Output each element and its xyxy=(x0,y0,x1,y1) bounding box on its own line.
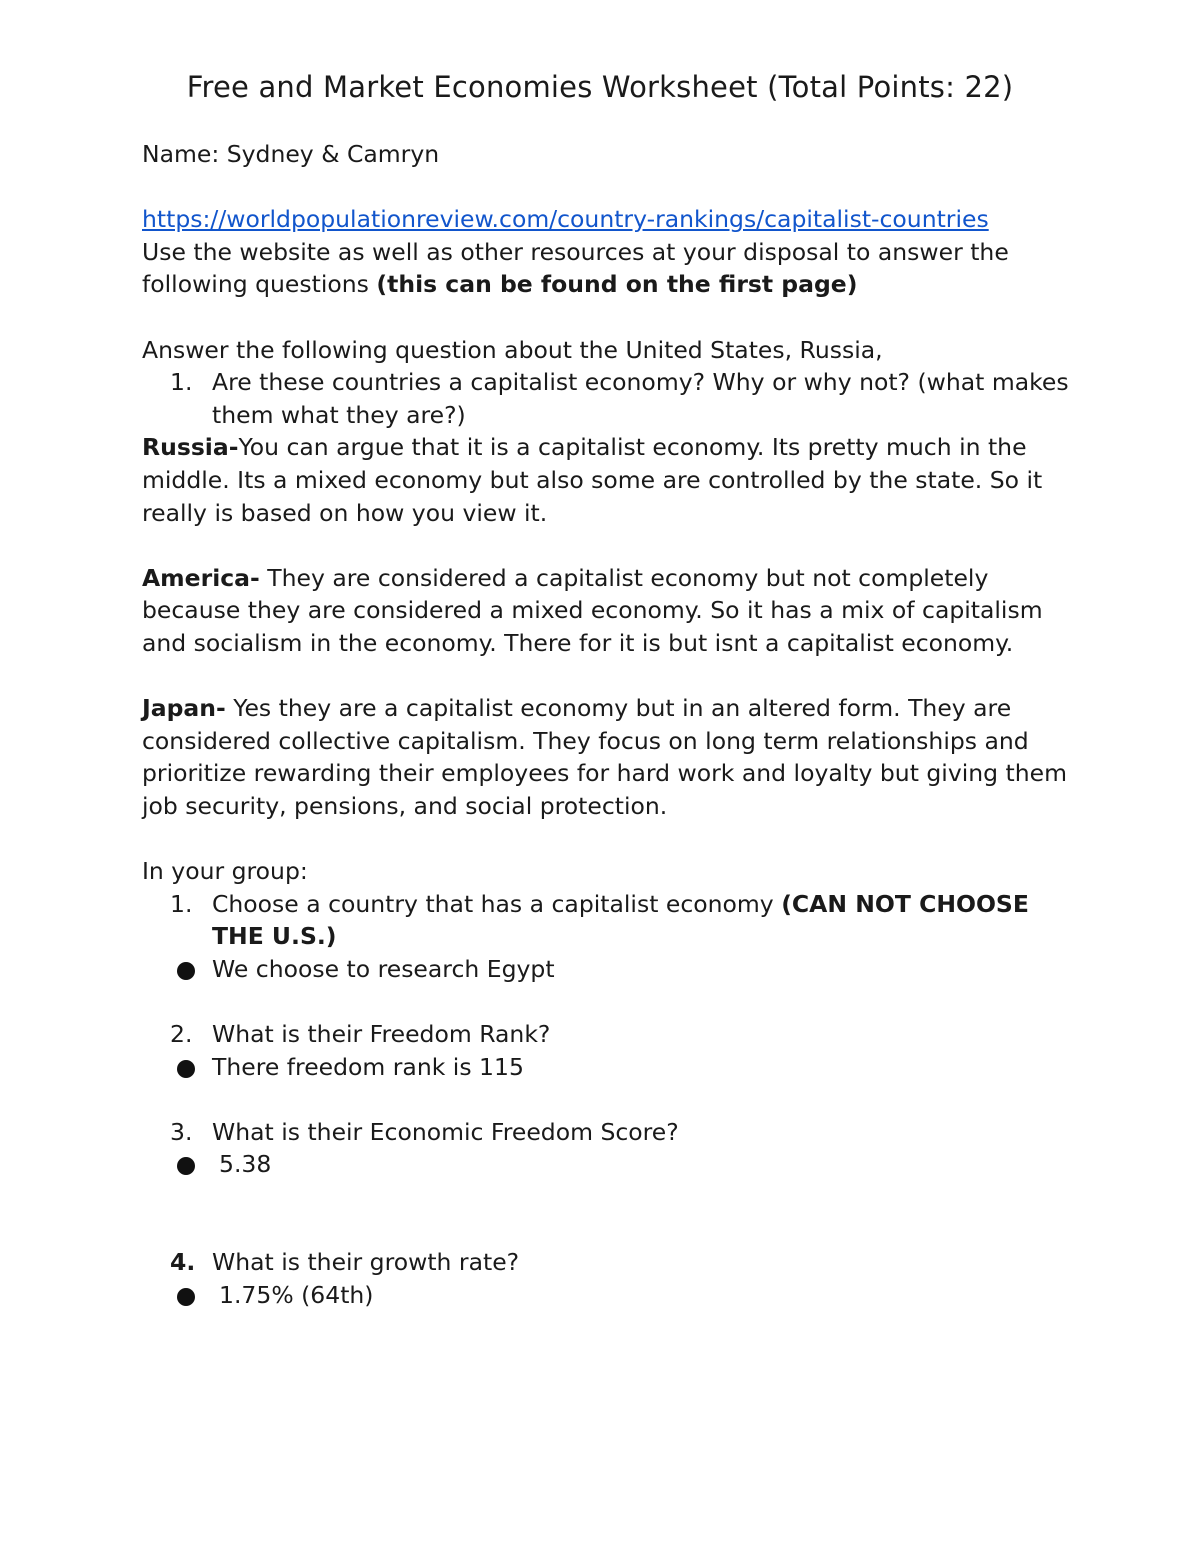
question-intro: Answer the following question about the United States, Russia, xyxy=(142,335,883,364)
group-answer-3-text: 5.38 xyxy=(219,1150,272,1179)
group-answer-1 xyxy=(142,953,1072,986)
group-question-1 xyxy=(142,888,1072,953)
question-1-text: Are these countries a capitalist economy? Why or why not? (what makes them what they are?) xyxy=(212,368,1069,429)
answer-russia xyxy=(142,431,1072,529)
group-question-1-number: 1. xyxy=(170,889,193,918)
group-question-3-number: 3. xyxy=(170,1117,193,1146)
group-answer-4 xyxy=(142,1279,1072,1312)
resource-link[interactable]: https://worldpopulationreview.com/country-rankings/capitalist-countries xyxy=(142,205,989,234)
answer-russia-text: You can argue that it is a capitalist economy. Its pretty much in the middle. Its a mixed economy but also some are controlled by the state. So it really is based on how you view it. xyxy=(142,433,1043,527)
group-question-1-text: Choose a country that has a capitalist economy xyxy=(212,889,782,918)
group-question-2-text: What is their Freedom Rank? xyxy=(212,1020,551,1049)
worksheet-body xyxy=(142,138,1072,1311)
group-question-2-number: 2. xyxy=(170,1020,193,1049)
group-answer-4-text: 1.75% (64th) xyxy=(219,1280,374,1309)
answer-america-label: America- xyxy=(142,563,260,592)
group-question-2 xyxy=(142,1018,1072,1051)
name-line: Name: Sydney & Camryn xyxy=(142,140,440,168)
resource-link-paragraph xyxy=(142,203,1072,236)
group-answer-1-text: We choose to research Egypt xyxy=(212,954,555,983)
group-question-4-text: What is their growth rate? xyxy=(212,1248,520,1276)
group-question-1-note: (CAN NOT CHOOSE THE U.S.) xyxy=(212,889,1029,951)
instructions-text: Use the website as well as other resources at your disposal to answer the following questions xyxy=(142,237,1009,299)
question-1 xyxy=(142,366,1072,431)
answer-japan xyxy=(142,692,1072,822)
bullet-icon xyxy=(177,1157,195,1175)
group-intro: In your group: xyxy=(142,857,308,886)
bullet-icon xyxy=(177,1060,195,1078)
group-question-4 xyxy=(142,1246,1072,1279)
answer-japan-text: Yes they are a capitalist economy but in an altered form. They are considered collective capitalism. They focus on long term relationships and prioritize rewarding their employees for hard work and loyalty but giving them job security, pensions, and social protection. xyxy=(142,694,1068,820)
answer-japan-label: Japan- xyxy=(142,694,226,723)
answer-america xyxy=(142,562,1072,660)
group-answer-3 xyxy=(142,1148,1072,1181)
answer-america-text: They are considered a capitalist economy but not completely because they are considered a mixed economy. So it has a mix of capitalism and socialism in the economy. There for it is but isnt a capitalist economy. xyxy=(142,563,1043,657)
page-title: Free and Market Economies Worksheet (Total Points: 22) xyxy=(186,70,1014,104)
group-answer-2-text: There freedom rank is 115 xyxy=(212,1052,524,1081)
answer-russia-label: Russia- xyxy=(142,433,239,462)
group-question-4-number: 4. xyxy=(170,1248,196,1276)
group-answer-2 xyxy=(142,1051,1072,1084)
instructions-note: (this can be found on the first page) xyxy=(376,270,858,299)
question-1-number: 1. xyxy=(170,368,193,397)
bullet-icon xyxy=(177,1288,195,1306)
group-question-3 xyxy=(142,1116,1072,1149)
instructions xyxy=(142,236,1072,301)
bullet-icon xyxy=(177,962,195,980)
group-question-3-text: What is their Economic Freedom Score? xyxy=(212,1117,679,1146)
